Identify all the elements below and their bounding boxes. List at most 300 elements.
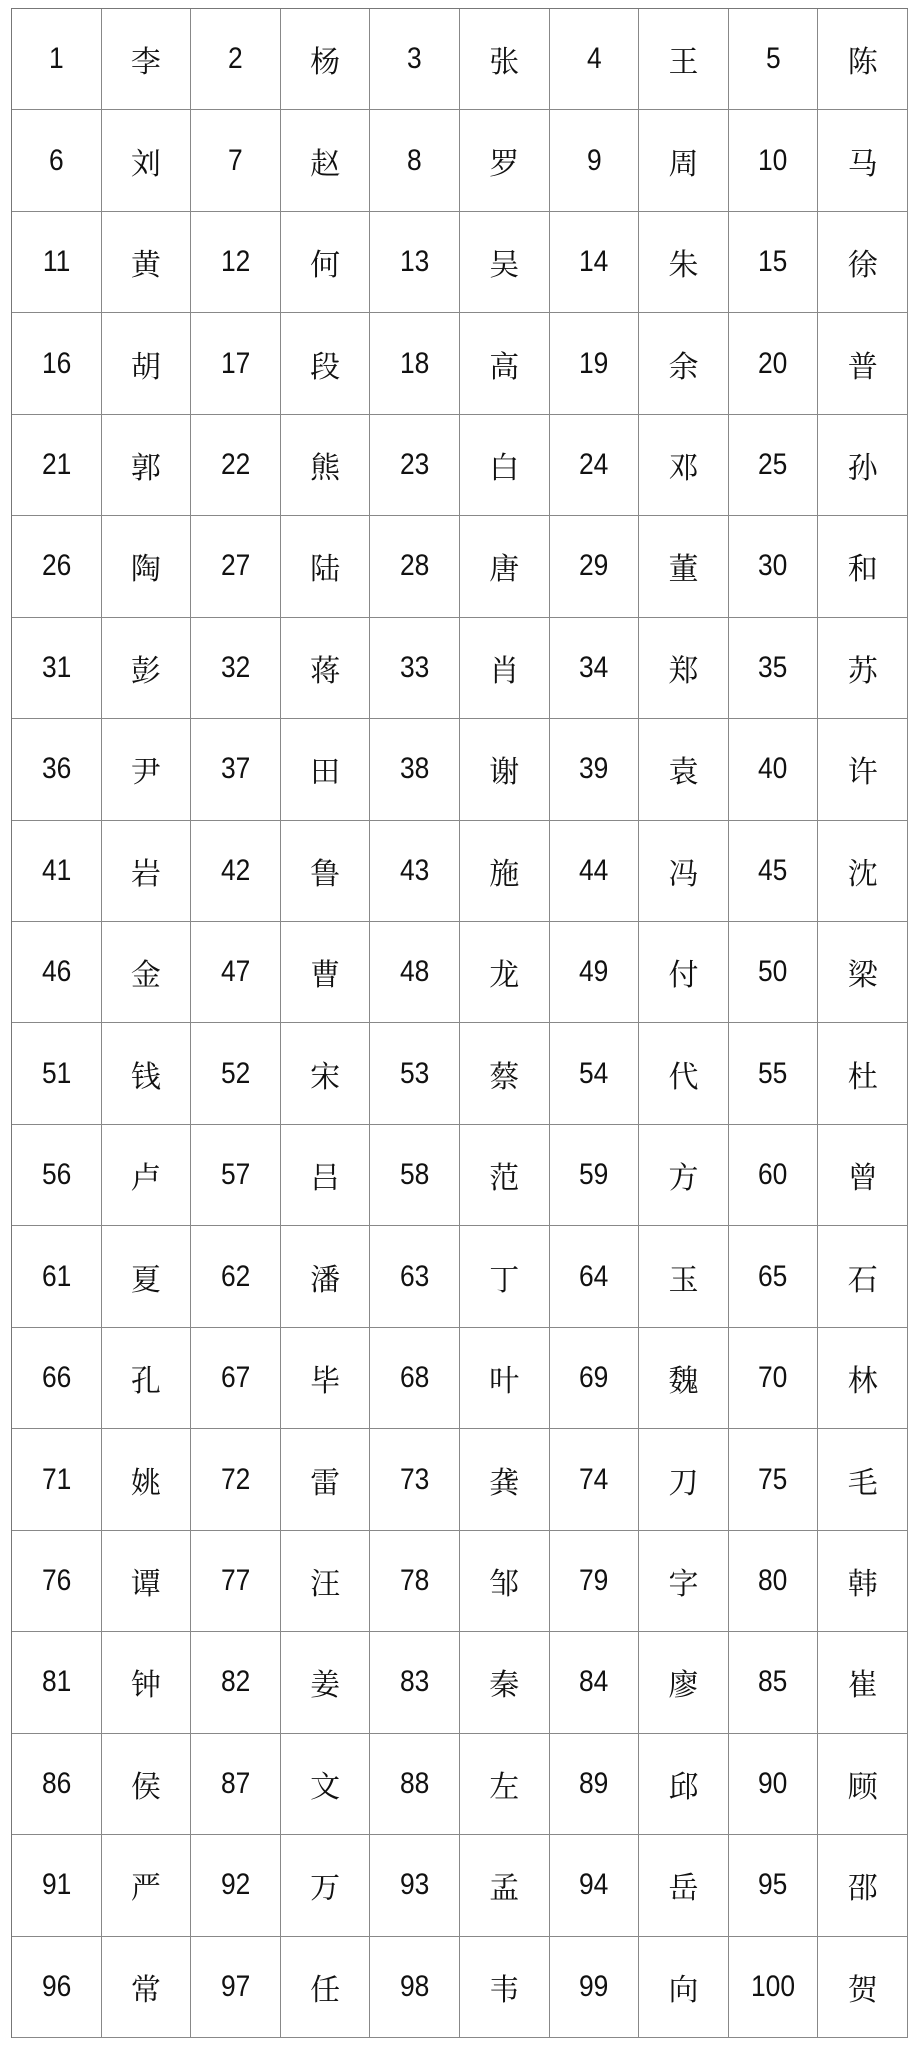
- number-cell: [12, 821, 102, 922]
- number-cell: [191, 1125, 281, 1226]
- surname-cell: 段: [281, 313, 371, 414]
- entry-number: 56: [41, 1158, 71, 1192]
- surname-cell: 吴: [460, 212, 550, 313]
- surname-cell: 姜: [281, 1632, 371, 1733]
- entry-number: 19: [579, 346, 609, 380]
- entry-number: 73: [400, 1462, 430, 1496]
- number-cell: [370, 922, 460, 1023]
- number-cell: [729, 1632, 819, 1733]
- surname-cell: 钟: [102, 1632, 192, 1733]
- entry-number: 2: [228, 42, 243, 76]
- entry-number: 28: [400, 549, 430, 583]
- surname-cell: 宋: [281, 1023, 371, 1124]
- entry-number: 34: [579, 650, 609, 684]
- surname-cell: 陶: [102, 516, 192, 617]
- number-cell: [550, 1937, 640, 2038]
- number-cell: [12, 1835, 102, 1936]
- entry-number: 74: [579, 1462, 609, 1496]
- number-cell: [729, 212, 819, 313]
- number-cell: [729, 313, 819, 414]
- entry-number: 22: [220, 448, 251, 482]
- entry-number: 55: [758, 1056, 788, 1090]
- entry-number: 40: [758, 752, 788, 786]
- surname-cell: 周: [639, 110, 729, 211]
- surname-cell: 唐: [460, 516, 550, 617]
- entry-number: 98: [400, 1969, 430, 2003]
- entry-number: 85: [758, 1665, 788, 1699]
- surname-cell: 夏: [102, 1226, 192, 1327]
- surname-cell: 左: [460, 1734, 550, 1835]
- number-cell: [729, 516, 819, 617]
- entry-number: 35: [758, 650, 788, 684]
- number-cell: [370, 1937, 460, 2038]
- number-cell: [550, 1632, 640, 1733]
- number-cell: [550, 1125, 640, 1226]
- surname-cell: 沈: [818, 821, 908, 922]
- entry-number: 96: [41, 1969, 71, 2003]
- number-cell: [550, 516, 640, 617]
- surname-cell: 杨: [281, 9, 371, 110]
- surname-cell: 石: [818, 1226, 908, 1327]
- surname-cell: 谭: [102, 1531, 192, 1632]
- surname-cell: 毕: [281, 1328, 371, 1429]
- surname-cell: 付: [639, 922, 729, 1023]
- surname-cell: 邵: [818, 1835, 908, 1936]
- number-cell: [191, 1328, 281, 1429]
- entry-number: 93: [400, 1868, 430, 1902]
- surname-cell: 何: [281, 212, 371, 313]
- number-cell: [370, 821, 460, 922]
- number-cell: [550, 821, 640, 922]
- entry-number: 92: [220, 1868, 251, 1902]
- entry-number: 71: [41, 1462, 71, 1496]
- number-cell: [550, 1531, 640, 1632]
- surname-cell: 严: [102, 1835, 192, 1936]
- entry-number: 79: [579, 1563, 609, 1597]
- surname-cell: 孟: [460, 1835, 550, 1936]
- entry-number: 82: [220, 1665, 251, 1699]
- number-cell: [729, 9, 819, 110]
- surname-cell: 金: [102, 922, 192, 1023]
- number-cell: [370, 1734, 460, 1835]
- number-cell: [191, 415, 281, 516]
- entry-number: 53: [400, 1056, 430, 1090]
- entry-number: 100: [751, 1969, 796, 2003]
- entry-number: 49: [579, 955, 609, 989]
- number-cell: [370, 1023, 460, 1124]
- entry-number: 12: [220, 245, 251, 279]
- entry-number: 43: [400, 853, 430, 887]
- surname-cell: 韩: [818, 1531, 908, 1632]
- number-cell: [729, 618, 819, 719]
- surname-cell: 施: [460, 821, 550, 922]
- entry-number: 27: [220, 549, 251, 583]
- number-cell: [729, 922, 819, 1023]
- entry-number: 76: [41, 1563, 71, 1597]
- surname-cell: 方: [639, 1125, 729, 1226]
- entry-number: 21: [41, 448, 71, 482]
- number-cell: [370, 9, 460, 110]
- surname-cell: 高: [460, 313, 550, 414]
- number-cell: [191, 1226, 281, 1327]
- entry-number: 90: [758, 1766, 788, 1800]
- number-cell: [550, 922, 640, 1023]
- entry-number: 91: [41, 1868, 71, 1902]
- surname-cell: 卢: [102, 1125, 192, 1226]
- surname-cell: 孔: [102, 1328, 192, 1429]
- number-cell: [550, 618, 640, 719]
- number-cell: [370, 618, 460, 719]
- entry-number: 59: [579, 1158, 609, 1192]
- surname-cell: 林: [818, 1328, 908, 1429]
- entry-number: 78: [400, 1563, 430, 1597]
- entry-number: 16: [41, 346, 71, 380]
- number-cell: [191, 9, 281, 110]
- surname-cell: 范: [460, 1125, 550, 1226]
- entry-number: 52: [220, 1056, 251, 1090]
- entry-number: 97: [220, 1969, 251, 2003]
- entry-number: 23: [400, 448, 430, 482]
- number-cell: [550, 1328, 640, 1429]
- surname-cell: 田: [281, 719, 371, 820]
- surname-cell: 袁: [639, 719, 729, 820]
- surname-cell: 鲁: [281, 821, 371, 922]
- entry-number: 8: [407, 143, 423, 177]
- number-cell: [550, 313, 640, 414]
- surname-cell: 刀: [639, 1429, 729, 1530]
- surname-cell: 岩: [102, 821, 192, 922]
- surname-cell: 吕: [281, 1125, 371, 1226]
- entry-number: 20: [758, 346, 788, 380]
- number-cell: [729, 1531, 819, 1632]
- number-cell: [12, 719, 102, 820]
- number-cell: [191, 821, 281, 922]
- surname-cell: 文: [281, 1734, 371, 1835]
- surname-cell: 胡: [102, 313, 192, 414]
- number-cell: [729, 1835, 819, 1936]
- surname-cell: 雷: [281, 1429, 371, 1530]
- surname-cell: 张: [460, 9, 550, 110]
- surname-cell: 蒋: [281, 618, 371, 719]
- surname-cell: 许: [818, 719, 908, 820]
- entry-number: 81: [41, 1665, 71, 1699]
- entry-number: 5: [765, 42, 781, 76]
- number-cell: [12, 1531, 102, 1632]
- surname-cell: 陆: [281, 516, 371, 617]
- surname-cell: 邱: [639, 1734, 729, 1835]
- entry-number: 58: [400, 1158, 430, 1192]
- surname-cell: 字: [639, 1531, 729, 1632]
- number-cell: [12, 618, 102, 719]
- entry-number: 94: [579, 1868, 609, 1902]
- number-cell: [729, 1125, 819, 1226]
- entry-number: 48: [400, 955, 430, 989]
- number-cell: [12, 110, 102, 211]
- entry-number: 38: [400, 752, 430, 786]
- entry-number: 41: [41, 853, 71, 887]
- number-cell: [550, 719, 640, 820]
- surname-cell: 丁: [460, 1226, 550, 1327]
- surname-cell: 万: [281, 1835, 371, 1936]
- number-cell: [370, 719, 460, 820]
- entry-number: 50: [758, 955, 788, 989]
- entry-number: 51: [41, 1056, 71, 1090]
- number-cell: [370, 516, 460, 617]
- entry-number: 64: [579, 1259, 609, 1293]
- surname-cell: 谢: [460, 719, 550, 820]
- number-cell: [550, 1023, 640, 1124]
- entry-number: 33: [400, 650, 430, 684]
- surname-cell: 玉: [639, 1226, 729, 1327]
- number-cell: [729, 1328, 819, 1429]
- surname-cell: 龚: [460, 1429, 550, 1530]
- surname-cell: 尹: [102, 719, 192, 820]
- surname-cell: 苏: [818, 618, 908, 719]
- surname-cell: 和: [818, 516, 908, 617]
- number-cell: [12, 1125, 102, 1226]
- entry-number: 29: [579, 549, 609, 583]
- number-cell: [191, 922, 281, 1023]
- number-cell: [729, 415, 819, 516]
- entry-number: 10: [758, 143, 788, 177]
- number-cell: [191, 618, 281, 719]
- surname-cell: 马: [818, 110, 908, 211]
- surname-cell: 韦: [460, 1937, 550, 2038]
- surname-cell: 廖: [639, 1632, 729, 1733]
- entry-number: 37: [220, 752, 251, 786]
- entry-number: 86: [41, 1766, 71, 1800]
- number-cell: [729, 1226, 819, 1327]
- number-cell: [729, 1429, 819, 1530]
- entry-number: 26: [41, 549, 71, 583]
- number-cell: [550, 212, 640, 313]
- entry-number: 45: [758, 853, 788, 887]
- surname-cell: 罗: [460, 110, 550, 211]
- entry-number: 87: [220, 1766, 251, 1800]
- number-cell: [191, 1937, 281, 2038]
- entry-number: 88: [400, 1766, 430, 1800]
- number-cell: [370, 110, 460, 211]
- surname-cell: 岳: [639, 1835, 729, 1936]
- surname-cell: 郑: [639, 618, 729, 719]
- number-cell: [729, 821, 819, 922]
- number-cell: [191, 1632, 281, 1733]
- entry-number: 44: [579, 853, 609, 887]
- entry-number: 60: [758, 1158, 788, 1192]
- surname-cell: 姚: [102, 1429, 192, 1530]
- surname-cell: 顾: [818, 1734, 908, 1835]
- surname-cell: 陈: [818, 9, 908, 110]
- surname-cell: 侯: [102, 1734, 192, 1835]
- surname-cell: 彭: [102, 618, 192, 719]
- number-cell: [191, 1023, 281, 1124]
- number-cell: [729, 719, 819, 820]
- entry-number: 83: [400, 1665, 430, 1699]
- entry-number: 14: [579, 245, 609, 279]
- entry-number: 46: [41, 955, 71, 989]
- surname-cell: 冯: [639, 821, 729, 922]
- entry-number: 18: [400, 346, 430, 380]
- surname-cell: 邹: [460, 1531, 550, 1632]
- number-cell: [550, 1226, 640, 1327]
- number-cell: [370, 1531, 460, 1632]
- number-cell: [191, 1429, 281, 1530]
- number-cell: [550, 1429, 640, 1530]
- entry-number: 84: [579, 1665, 609, 1699]
- entry-number: 17: [220, 346, 251, 380]
- surname-number-table: [11, 8, 908, 2038]
- entry-number: 36: [41, 752, 71, 786]
- entry-number: 13: [400, 245, 430, 279]
- number-cell: [370, 1429, 460, 1530]
- number-cell: [12, 516, 102, 617]
- surname-cell: 龙: [460, 922, 550, 1023]
- number-cell: [12, 1429, 102, 1530]
- surname-cell: 梁: [818, 922, 908, 1023]
- number-cell: [550, 415, 640, 516]
- number-cell: [729, 1023, 819, 1124]
- surname-cell: 熊: [281, 415, 371, 516]
- surname-cell: 崔: [818, 1632, 908, 1733]
- surname-cell: 向: [639, 1937, 729, 2038]
- surname-cell: 秦: [460, 1632, 550, 1733]
- number-cell: [191, 1734, 281, 1835]
- entry-number: 67: [220, 1361, 251, 1395]
- surname-cell: 代: [639, 1023, 729, 1124]
- surname-cell: 钱: [102, 1023, 192, 1124]
- number-cell: [550, 110, 640, 211]
- number-cell: [370, 1835, 460, 1936]
- entry-number: 66: [41, 1361, 71, 1395]
- entry-number: 62: [220, 1259, 251, 1293]
- entry-number: 7: [228, 143, 243, 177]
- surname-cell: 刘: [102, 110, 192, 211]
- number-cell: [370, 212, 460, 313]
- surname-cell: 任: [281, 1937, 371, 2038]
- surname-cell: 蔡: [460, 1023, 550, 1124]
- number-cell: [191, 1531, 281, 1632]
- entry-number: 39: [579, 752, 609, 786]
- number-cell: [370, 1226, 460, 1327]
- surname-cell: 王: [639, 9, 729, 110]
- entry-number: 69: [579, 1361, 609, 1395]
- number-cell: [550, 1734, 640, 1835]
- surname-cell: 邓: [639, 415, 729, 516]
- number-cell: [12, 922, 102, 1023]
- surname-cell: 余: [639, 313, 729, 414]
- surname-cell: 魏: [639, 1328, 729, 1429]
- entry-number: 11: [42, 245, 71, 279]
- number-cell: [12, 1937, 102, 2038]
- number-cell: [550, 9, 640, 110]
- number-cell: [191, 212, 281, 313]
- number-cell: [191, 1835, 281, 1936]
- entry-number: 25: [758, 448, 788, 482]
- number-cell: [12, 1023, 102, 1124]
- surname-cell: 董: [639, 516, 729, 617]
- entry-number: 47: [220, 955, 251, 989]
- number-cell: [550, 1835, 640, 1936]
- entry-number: 89: [579, 1766, 609, 1800]
- number-cell: [370, 415, 460, 516]
- entry-number: 65: [758, 1259, 788, 1293]
- entry-number: 61: [41, 1259, 71, 1293]
- number-cell: [370, 313, 460, 414]
- number-cell: [191, 313, 281, 414]
- number-cell: [370, 1328, 460, 1429]
- surname-cell: 赵: [281, 110, 371, 211]
- entry-number: 75: [758, 1462, 788, 1496]
- entry-number: 24: [579, 448, 609, 482]
- surname-cell: 郭: [102, 415, 192, 516]
- number-cell: [729, 1734, 819, 1835]
- entry-number: 80: [758, 1563, 788, 1597]
- number-cell: [12, 415, 102, 516]
- entry-number: 63: [400, 1259, 430, 1293]
- entry-number: 95: [758, 1868, 788, 1902]
- surname-cell: 曾: [818, 1125, 908, 1226]
- entry-number: 4: [586, 42, 602, 76]
- entry-number: 31: [41, 650, 71, 684]
- number-cell: [370, 1125, 460, 1226]
- number-cell: [370, 1632, 460, 1733]
- entry-number: 57: [220, 1158, 251, 1192]
- entry-number: 30: [758, 549, 788, 583]
- surname-cell: 潘: [281, 1226, 371, 1327]
- entry-number: 42: [220, 853, 251, 887]
- surname-cell: 黄: [102, 212, 192, 313]
- entry-number: 77: [220, 1563, 251, 1597]
- number-cell: [12, 1226, 102, 1327]
- number-cell: [12, 1328, 102, 1429]
- number-cell: [12, 1734, 102, 1835]
- entry-number: 68: [400, 1361, 430, 1395]
- entry-number: 15: [758, 245, 788, 279]
- surname-cell: 毛: [818, 1429, 908, 1530]
- surname-cell: 杜: [818, 1023, 908, 1124]
- entry-number: 3: [407, 42, 423, 76]
- surname-cell: 贺: [818, 1937, 908, 2038]
- number-cell: [729, 1937, 819, 2038]
- entry-number: 32: [220, 650, 251, 684]
- surname-cell: 徐: [818, 212, 908, 313]
- entry-number: 99: [579, 1969, 609, 2003]
- surname-cell: 李: [102, 9, 192, 110]
- entry-number: 54: [579, 1056, 609, 1090]
- number-cell: [12, 9, 102, 110]
- number-cell: [191, 110, 281, 211]
- number-cell: [12, 1632, 102, 1733]
- number-cell: [729, 110, 819, 211]
- surname-cell: 常: [102, 1937, 192, 2038]
- entry-number: 1: [48, 42, 64, 76]
- surname-cell: 曹: [281, 922, 371, 1023]
- entry-number: 9: [586, 143, 602, 177]
- surname-cell: 肖: [460, 618, 550, 719]
- entry-number: 72: [220, 1462, 251, 1496]
- entry-number: 70: [758, 1361, 788, 1395]
- number-cell: [12, 313, 102, 414]
- entry-number: 6: [48, 143, 64, 177]
- surname-cell: 孙: [818, 415, 908, 516]
- number-cell: [191, 516, 281, 617]
- number-cell: [191, 719, 281, 820]
- number-cell: [12, 212, 102, 313]
- surname-cell: 普: [818, 313, 908, 414]
- surname-cell: 朱: [639, 212, 729, 313]
- surname-cell: 叶: [460, 1328, 550, 1429]
- surname-cell: 汪: [281, 1531, 371, 1632]
